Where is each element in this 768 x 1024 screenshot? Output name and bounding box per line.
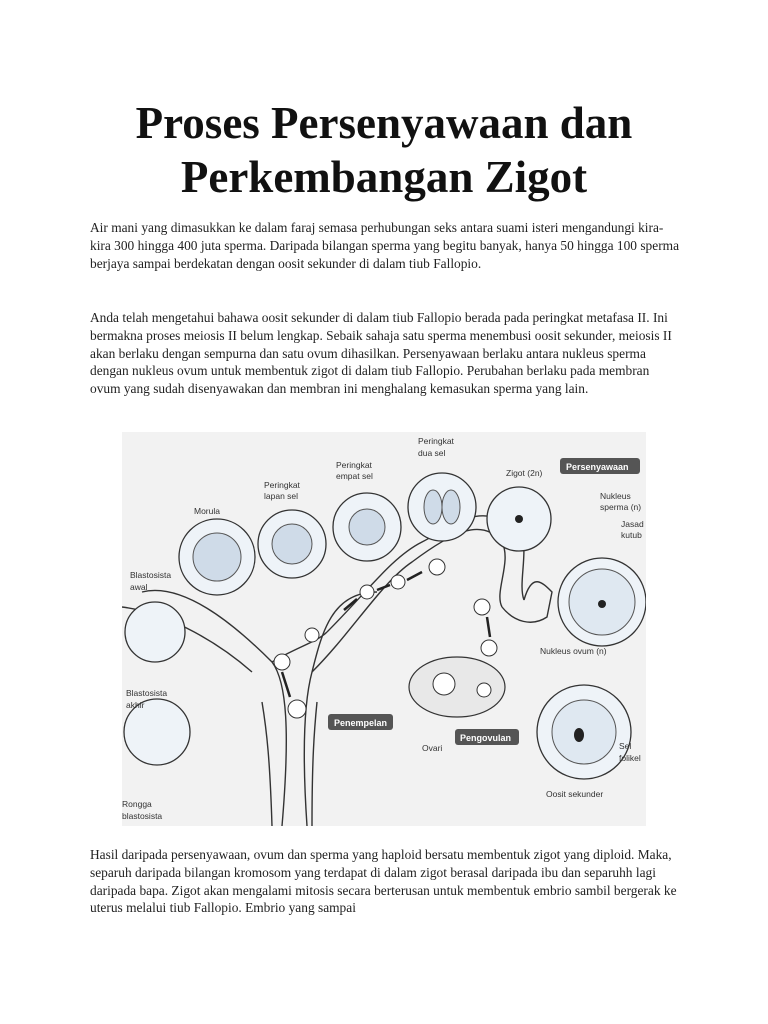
fertilization-diagram <box>122 432 646 826</box>
tag-persenyawaan: Persenyawaan <box>566 462 629 472</box>
stage-fertilization <box>558 558 646 646</box>
label-jasad-2: kutub <box>621 530 642 540</box>
label-blast-awal-1: Blastosista <box>130 570 172 580</box>
label-blast-akhir-1: Blastosista <box>126 688 168 698</box>
label-blast-akhir-2: akhir <box>126 700 145 710</box>
stage-four-cell <box>333 493 401 561</box>
title-line-2: Perkembangan Zigot <box>180 152 588 202</box>
label-sel-1: Sel <box>619 741 632 751</box>
label-rongga-1: Rongga <box>122 799 152 809</box>
label-morula: Morula <box>194 506 220 516</box>
label-lapan-2: lapan sel <box>264 491 299 501</box>
stage-two-cell <box>408 473 476 541</box>
stage-eight-cell <box>258 510 326 578</box>
label-dua-1: Peringkat <box>418 436 454 446</box>
label-blast-awal-2: awal <box>130 582 148 592</box>
title-line-1: Proses Persenyawaan dan <box>135 98 633 148</box>
label-oosit: Oosit sekunder <box>546 789 604 799</box>
label-dua-2: dua sel <box>418 448 446 458</box>
label-ovari: Ovari <box>422 743 443 753</box>
label-nukleus-sperma-2: sperma (n) <box>600 502 642 512</box>
label-sel-2: folikel <box>619 753 641 763</box>
label-rongga-2: blastosista <box>122 811 163 821</box>
label-empat-1: Peringkat <box>336 460 372 470</box>
ovary-follicle <box>433 673 455 695</box>
paragraph-1: Air mani yang dimasukkan ke dalam faraj semasa perhubungan seks antara suami isteri mengandungi kira-kira 300 hingga 400 juta sperma. Daripada bilangan sperma yang begitu banyak, hanya 50 hingga 100 sperma berjaya sampai berdekatan dengan oosit sekunder di dalam tiub Fallopio. <box>90 220 680 271</box>
label-jasad-1: Jasad <box>621 519 644 529</box>
stage-morula <box>179 519 255 595</box>
label-lapan-1: Peringkat <box>264 480 300 490</box>
label-empat-2: empat sel <box>336 471 373 481</box>
tag-penempelan: Penempelan <box>334 718 388 728</box>
stage-zygote <box>487 487 551 551</box>
page-title <box>0 96 768 204</box>
diagram-svg <box>122 432 646 826</box>
paragraph-3: Hasil daripada persenyawaan, ovum dan sperma yang haploid bersatu membentuk zigot yang diploid. Maka, separuh daripada bilangan kromosom yang terdapat di dalam zigot berasal daripada ibu dan separuhh lagi daripada bapa. Zigot akan mengalami mitosis secara berterusan untuk membentuk embrio sambil bergerak ke uterus melalui tiub Fallopio. Embrio yang sampai <box>90 847 677 916</box>
ovary-follicle-small <box>477 683 491 697</box>
stage-secondary-oocyte <box>537 685 631 779</box>
stage-early-blastocyst <box>125 602 185 662</box>
label-nukleus-sperma-1: Nukleus <box>600 491 631 501</box>
label-zigot: Zigot (2n) <box>506 468 543 478</box>
label-nukleus-ovum: Nukleus ovum (n) <box>540 646 607 656</box>
tag-pengovulan: Pengovulan <box>460 733 512 743</box>
paragraph-2: Anda telah mengetahui bahawa oosit sekunder di dalam tiub Fallopio berada pada peringkat metafasa II. Ini bermakna proses meiosis II belum lengkap. Sebaik sahaja satu sperma menembusi oosit sekunder, meiosis II akan berlaku dengan sempurna dan satu ovum dihasilkan. Persenyawaan berlaku antara nukleus sperma dengan nukleus ovum untuk membentuk zigot di dalam tiub Fallopio. Perubahan berlaku pada membran ovum yang sudah disenyawakan dan membran ini menghalang kemasukan sperma yang lain. <box>90 310 672 397</box>
